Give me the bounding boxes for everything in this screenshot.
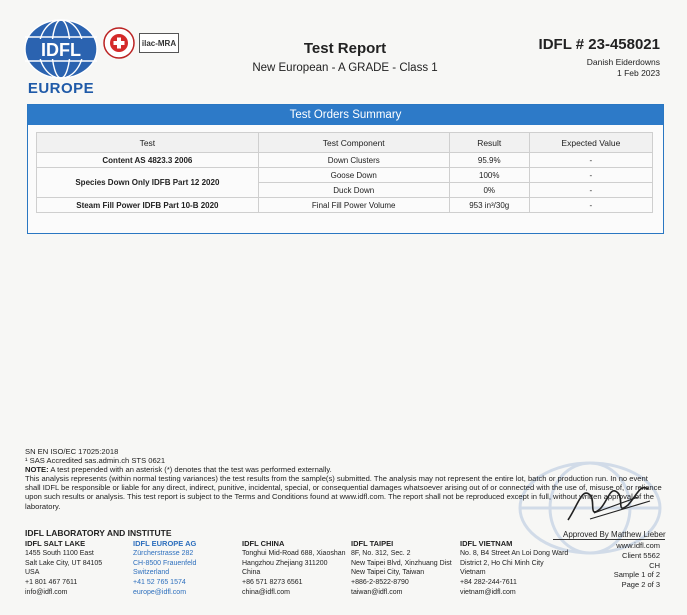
office-line: info@idfl.com	[25, 588, 68, 596]
signature-icon	[560, 475, 660, 530]
table-header-row	[37, 133, 653, 153]
table-row	[37, 198, 653, 213]
website: www.idfl.com	[616, 541, 660, 550]
country-code: CH	[649, 560, 660, 570]
client-name: Danish Eiderdowns	[586, 57, 660, 67]
office-line: CH-8500 Frauenfeld	[133, 559, 197, 567]
iso-standard: SN EN ISO/EC 17025:2018	[25, 447, 119, 456]
lab-heading: IDFL LABORATORY AND INSTITUTE	[25, 528, 172, 538]
test-component: Duck Down	[258, 183, 449, 198]
office-europe	[133, 539, 196, 598]
globe-icon	[22, 18, 100, 80]
expected-value: -	[529, 168, 652, 183]
office-name: IDFL SALT LAKE	[25, 539, 86, 548]
sas-accreditation: ¹ SAS Accredited sas.admin.ch STS 0621	[25, 456, 166, 466]
office-line: Switzerland	[133, 569, 170, 577]
office-line: District 2, Ho Chi Minh City	[460, 559, 544, 567]
column-header-test: Test	[37, 133, 259, 153]
report-meta	[614, 541, 660, 590]
office-line: Hangzhou Zhejiang 311200	[242, 559, 328, 567]
idfl-europe-logo	[22, 18, 100, 98]
office-line: vietnam@idfl.com	[460, 588, 516, 596]
report-subtitle: New European - A GRADE - Class 1	[252, 62, 438, 74]
logo-letters: IDFL	[41, 40, 81, 60]
office-line: China	[242, 569, 261, 577]
expected-value: -	[529, 153, 652, 168]
office-china	[242, 539, 346, 598]
expected-value: -	[529, 198, 652, 213]
report-date: 1 Feb 2023	[616, 68, 660, 78]
test-result: 95.9%	[449, 153, 529, 168]
test-orders-summary	[27, 104, 664, 234]
test-name: Content AS 4823.3 2006	[37, 153, 259, 168]
client-number: Client 5562	[622, 550, 660, 560]
office-line: Vietnam	[460, 569, 486, 577]
report-title: Test Report	[303, 40, 387, 57]
office-line: No. 8, B4 Street An Loi Dong Ward	[460, 549, 569, 557]
summary-heading: Test Orders Summary	[28, 105, 663, 125]
office-name: IDFL CHINA	[242, 539, 285, 548]
client-block	[587, 57, 660, 79]
note-label: NOTE:	[25, 465, 49, 475]
office-line: USA	[25, 569, 40, 577]
office-line: New Taipei Blvd, Xinzhuang Dist	[351, 559, 452, 567]
note-text: A test prepended with an asterisk (*) denotes that the test was performed externally.	[50, 465, 332, 475]
office-line: 8F, No. 312, Sec. 2	[351, 549, 411, 557]
test-result: 953 in³/30g	[449, 198, 529, 213]
test-result: 100%	[449, 168, 529, 183]
note-line	[25, 465, 665, 474]
office-line: 1455 South 1100 East	[25, 549, 94, 557]
test-name: Steam Fill Power IDFB Part 10-B 2020	[37, 198, 259, 213]
office-name: IDFL EUROPE AG	[133, 539, 197, 548]
test-name: Species Down Only IDFB Part 12 2020	[37, 168, 259, 198]
office-line: New Taipei City, Taiwan	[351, 569, 425, 577]
office-taipei	[351, 539, 452, 598]
office-line: Salt Lake City, UT 84105	[25, 559, 103, 567]
sample-number: Sample 1 of 2	[613, 570, 660, 580]
test-component: Final Fill Power Volume	[258, 198, 449, 213]
test-result: 0%	[449, 183, 529, 198]
office-line: china@idfl.com	[242, 588, 290, 596]
results-table	[36, 132, 653, 213]
approved-by: Approved By Matthew Lieber	[563, 530, 666, 539]
office-line: Zürcherstrasse 282	[133, 549, 194, 557]
column-header-expected: Expected Value	[529, 133, 652, 153]
office-line: +84 282-244-7611	[460, 579, 517, 587]
signature-line	[553, 539, 665, 540]
report-number: IDFL # 23-458021	[538, 36, 660, 53]
office-line: Tonghui Mid-Road 688, Xiaoshan	[242, 549, 346, 557]
swiss-accreditation-seal-icon	[103, 27, 135, 59]
office-line: +886-2-8522-8790	[351, 579, 409, 587]
office-line: europe@idfl.com	[133, 588, 187, 596]
office-vietnam	[460, 539, 568, 598]
column-header-result: Result	[449, 133, 529, 153]
expected-value: -	[529, 183, 652, 198]
office-line: taiwan@idfl.com	[351, 588, 403, 596]
office-salt-lake	[25, 539, 102, 598]
office-name: IDFL VIETNAM	[460, 539, 513, 548]
logo-text: EUROPE	[27, 80, 95, 97]
test-component: Down Clusters	[258, 153, 449, 168]
office-line: +86 571 8273 6561	[242, 579, 303, 587]
ilac-mra-icon	[139, 33, 179, 53]
test-component: Goose Down	[258, 168, 449, 183]
office-name: IDFL TAIPEI	[351, 539, 394, 548]
office-line: +41 52 765 1574	[133, 579, 186, 587]
office-line: +1 801 467 7611	[25, 579, 78, 587]
column-header-component: Test Component	[258, 133, 449, 153]
page-number: Page 2 of 3	[621, 580, 660, 590]
table-row	[37, 153, 653, 168]
svg-text:ilac-MRA: ilac-MRA	[141, 39, 177, 48]
disclaimer-text: This analysis represents (within normal testing variances) the test results from the sample(s) submitted. The analysis may not represent the entire lot, batch or production run. In no event shall IDFL be responsible or liable for any direct, indirect, punitive, incidental, special, or consequential damages whatsoever arising out of or connected with the use of, misuse of, or reliance upon such results or analysis. This test report is subject to the Terms and Conditions found at www.idfl.com. The report shall not be reproduced except in full, without written approval of the laboratory.	[25, 474, 662, 511]
table-row	[37, 168, 653, 183]
